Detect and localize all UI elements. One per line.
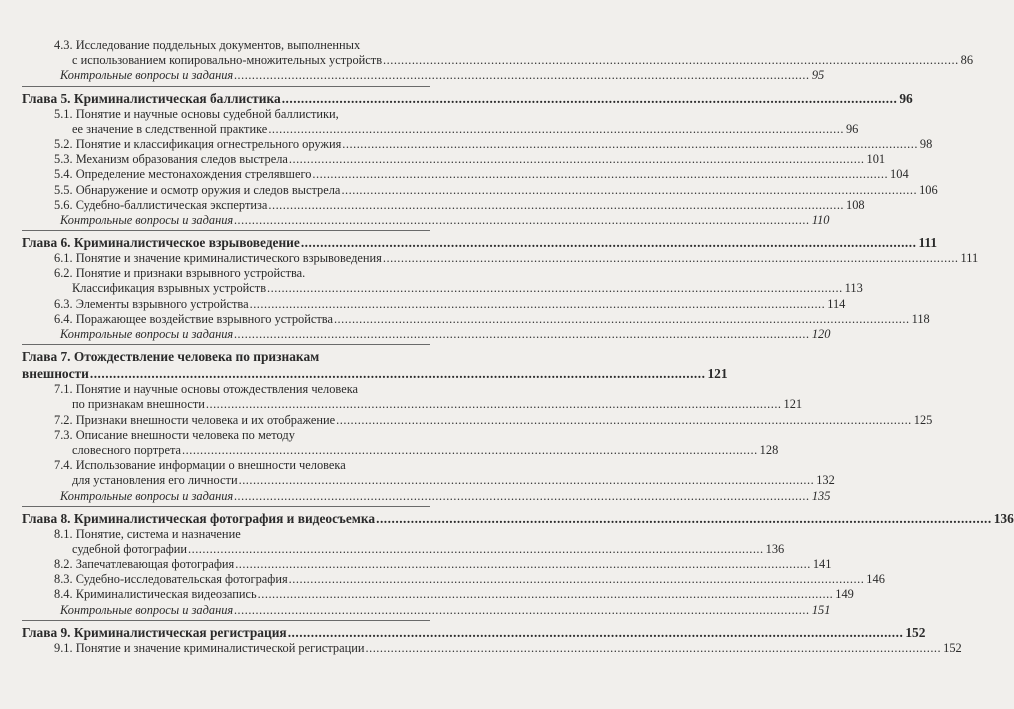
chapter-7-heading xyxy=(22,348,430,365)
entry-number: 6.4. xyxy=(54,311,73,326)
dot-leader xyxy=(376,510,992,527)
entry-title: Понятие, система и назначение xyxy=(75,526,241,541)
dot-leader xyxy=(206,397,782,412)
page-number: 149 xyxy=(835,587,854,602)
page-number: 101 xyxy=(866,152,886,167)
dot-leader xyxy=(258,587,834,602)
chapter-title: Глава 9. Криминалистическая регистрация xyxy=(22,624,287,640)
entry-title: Контрольные вопросы и задания xyxy=(60,212,234,227)
page-number: 96 xyxy=(845,121,859,136)
toc-entry-4-3 xyxy=(22,38,430,53)
dot-leader xyxy=(301,234,917,251)
toc-entry-6-4 xyxy=(22,311,930,327)
toc-entry-5-3 xyxy=(22,152,886,167)
entry-title: Криминалистическая видеозапись xyxy=(75,587,257,602)
chapter-8-heading xyxy=(22,510,1014,527)
page-number: 98 xyxy=(919,136,933,151)
entry-number: 5.1. xyxy=(54,106,73,121)
dot-leader xyxy=(342,137,918,152)
toc-entry-7-4-cont xyxy=(22,473,835,488)
page-number: 152 xyxy=(905,624,926,640)
entry-number: 5.3. xyxy=(54,152,73,167)
divider xyxy=(22,620,430,621)
chapter-title: Глава 5. Криминалистическая баллистика xyxy=(22,90,281,106)
entry-number: 9.1. xyxy=(54,640,73,655)
entry-title: словесного портрета xyxy=(72,442,182,457)
entry-title: Контрольные вопросы и задания xyxy=(60,488,234,503)
toc-entry-6-2-cont xyxy=(22,281,863,296)
dot-leader xyxy=(289,152,865,167)
entry-title: Понятие и классификация огнестрельного оружия xyxy=(75,136,342,151)
chapter-title: Глава 8. Криминалистическая фотография и видеосъемка xyxy=(22,510,376,526)
toc-control-questions xyxy=(22,212,830,228)
dot-leader xyxy=(268,122,844,137)
page-number: 141 xyxy=(812,557,832,572)
entry-title: Классификация взрывных устройств xyxy=(72,281,267,296)
dot-leader xyxy=(267,281,843,296)
page-number: 120 xyxy=(811,327,831,341)
toc-entry-5-2 xyxy=(22,136,933,152)
entry-title: Контрольные вопросы и задания xyxy=(60,327,234,341)
dot-leader xyxy=(239,473,815,488)
page-number: 106 xyxy=(919,182,938,197)
entry-number: 6.2. xyxy=(54,266,73,281)
entry-number: 8.1. xyxy=(54,526,73,541)
page-number: 104 xyxy=(890,167,909,182)
entry-title: Понятие и значение криминалистической регистрации xyxy=(75,640,365,655)
entry-title: Определение местонахождения стрелявшего xyxy=(75,167,312,182)
page-number: 108 xyxy=(846,197,865,212)
entry-number: 5.2. xyxy=(54,136,73,151)
entry-title: Описание внешности человека по методу xyxy=(75,427,295,442)
dot-leader xyxy=(334,312,910,327)
entry-title: Понятие и значение криминалистического взрывоведения xyxy=(75,251,382,266)
entry-title: с использованием копировально-множительных устройств xyxy=(72,53,383,68)
entry-title: Исследование поддельных документов, выполненных xyxy=(75,38,361,52)
entry-number: 7.2. xyxy=(54,412,73,427)
divider xyxy=(22,506,430,507)
dot-leader xyxy=(250,297,826,312)
dot-leader xyxy=(288,624,904,641)
toc-entry-7-3 xyxy=(22,428,430,443)
toc-entry-8-1-cont xyxy=(22,541,785,557)
page-number: 121 xyxy=(707,366,728,382)
entry-title: Запечатлевающая фотография xyxy=(75,557,235,572)
dot-leader xyxy=(289,572,865,587)
entry-title: Использование информации о внешности человека xyxy=(75,458,346,473)
chapter-title: Глава 7. Отождествление человека по признакам xyxy=(22,349,320,365)
toc-control-questions xyxy=(22,68,825,83)
entry-number: 5.5. xyxy=(54,182,73,197)
dot-leader xyxy=(312,167,888,182)
chapter-9-heading xyxy=(22,624,926,641)
chapter-title: внешности xyxy=(22,366,89,382)
toc-control-questions xyxy=(22,602,831,618)
entry-title: Понятие и признаки взрывного устройства. xyxy=(75,266,306,281)
entry-number: 8.2. xyxy=(54,557,73,572)
page-number: 132 xyxy=(816,473,835,488)
dot-leader xyxy=(282,90,898,107)
entry-number: 6.1. xyxy=(54,251,73,266)
entry-number: 7.3. xyxy=(54,427,73,442)
entry-number: 4.3. xyxy=(54,38,73,52)
toc-entry-7-1-cont xyxy=(22,397,803,412)
toc-entry-8-1 xyxy=(22,527,430,542)
page-number: 125 xyxy=(913,412,933,427)
entry-number: 7.1. xyxy=(54,382,73,397)
entry-number: 8.3. xyxy=(54,572,73,587)
entry-number: 8.4. xyxy=(54,587,73,602)
chapter-7-heading-cont xyxy=(22,365,728,382)
divider xyxy=(22,230,430,231)
dot-leader xyxy=(234,213,810,228)
divider xyxy=(22,86,430,87)
toc-entry-7-3-cont xyxy=(22,442,779,458)
toc-entry-7-4 xyxy=(22,458,430,473)
dot-leader xyxy=(90,365,706,382)
page-number: 110 xyxy=(811,212,830,227)
page-number: 96 xyxy=(899,90,913,106)
entry-title: ее значение в следственной практике xyxy=(72,121,268,136)
dot-leader xyxy=(341,183,917,198)
entry-title: Контрольные вопросы и задания xyxy=(60,602,234,617)
page-number: 86 xyxy=(960,53,974,68)
page-number: 146 xyxy=(866,572,885,587)
entry-title: для установления его личности xyxy=(72,473,238,488)
dot-leader xyxy=(234,603,810,618)
entry-title: Понятие и научные основы отождествления человека xyxy=(75,382,359,397)
entry-title: Поражающее воздействие взрывного устройства xyxy=(75,311,333,326)
chapter-title: Глава 6. Криминалистическое взрывоведение xyxy=(22,235,300,251)
toc-entry-7-1 xyxy=(22,382,430,397)
page-number: 151 xyxy=(811,602,831,617)
toc-entry-5-6 xyxy=(22,197,865,213)
toc-entry-6-2 xyxy=(22,266,430,281)
entry-title: Понятие и научные основы судебной баллистики, xyxy=(75,106,339,121)
dot-leader xyxy=(182,443,758,458)
toc-entry-7-2 xyxy=(22,412,933,428)
page-number: 128 xyxy=(759,442,779,457)
entry-title: судебной фотографии xyxy=(72,541,187,556)
dot-leader xyxy=(336,413,912,428)
toc-entry-9-1 xyxy=(22,640,962,656)
page-number: 114 xyxy=(827,296,846,311)
dot-leader xyxy=(235,557,811,572)
toc-entry-4-3-cont xyxy=(22,53,974,68)
page-number: 113 xyxy=(844,281,863,296)
entry-title: Механизм образования следов выстрела xyxy=(75,152,288,167)
toc-entry-5-1-cont xyxy=(22,121,859,137)
page-number: 111 xyxy=(918,235,938,251)
dot-leader xyxy=(188,542,764,557)
dot-leader xyxy=(234,68,810,83)
page-number: 121 xyxy=(783,397,803,412)
chapter-5-heading xyxy=(22,90,913,107)
page-number: 95 xyxy=(811,68,825,83)
entry-title: Судебно-исследовательская фотография xyxy=(75,572,288,587)
page-number: 111 xyxy=(960,251,979,266)
entry-number: 6.3. xyxy=(54,296,73,311)
entry-title: Контрольные вопросы и задания xyxy=(60,68,234,83)
dot-leader xyxy=(234,489,810,504)
dot-leader xyxy=(383,251,959,266)
toc-control-questions xyxy=(22,488,831,504)
entry-title: Признаки внешности человека и их отображение xyxy=(75,412,336,427)
toc-entry-5-4 xyxy=(22,167,909,182)
dot-leader xyxy=(366,641,942,656)
toc-entry-8-2 xyxy=(22,557,832,572)
divider xyxy=(22,344,430,345)
dot-leader xyxy=(383,53,959,68)
entry-number: 5.4. xyxy=(54,167,73,182)
toc-entry-8-4 xyxy=(22,587,854,602)
toc-entry-5-1 xyxy=(22,107,430,122)
dot-leader xyxy=(234,327,810,342)
entry-title: Элементы взрывного устройства xyxy=(75,296,249,311)
toc-entry-6-1 xyxy=(22,251,979,266)
toc-entry-8-3 xyxy=(22,572,885,587)
entry-title: Судебно-баллистическая экспертиза xyxy=(75,197,268,212)
page-number: 135 xyxy=(811,488,831,503)
page-number: 136 xyxy=(765,541,785,556)
page-number: 118 xyxy=(911,311,930,326)
toc-entry-6-3 xyxy=(22,296,846,312)
dot-leader xyxy=(268,198,844,213)
entry-number: 5.6. xyxy=(54,197,73,212)
page-number: 136 xyxy=(993,510,1014,526)
page-number: 152 xyxy=(943,640,962,655)
chapter-6-heading xyxy=(22,234,938,251)
entry-title: Обнаружение и осмотр оружия и следов выстрела xyxy=(75,182,341,197)
table-of-contents xyxy=(22,38,1014,656)
toc-entry-5-5 xyxy=(22,182,938,198)
toc-control-questions xyxy=(22,327,831,342)
entry-title: по признакам внешности xyxy=(72,397,205,412)
entry-number: 7.4. xyxy=(54,458,73,473)
